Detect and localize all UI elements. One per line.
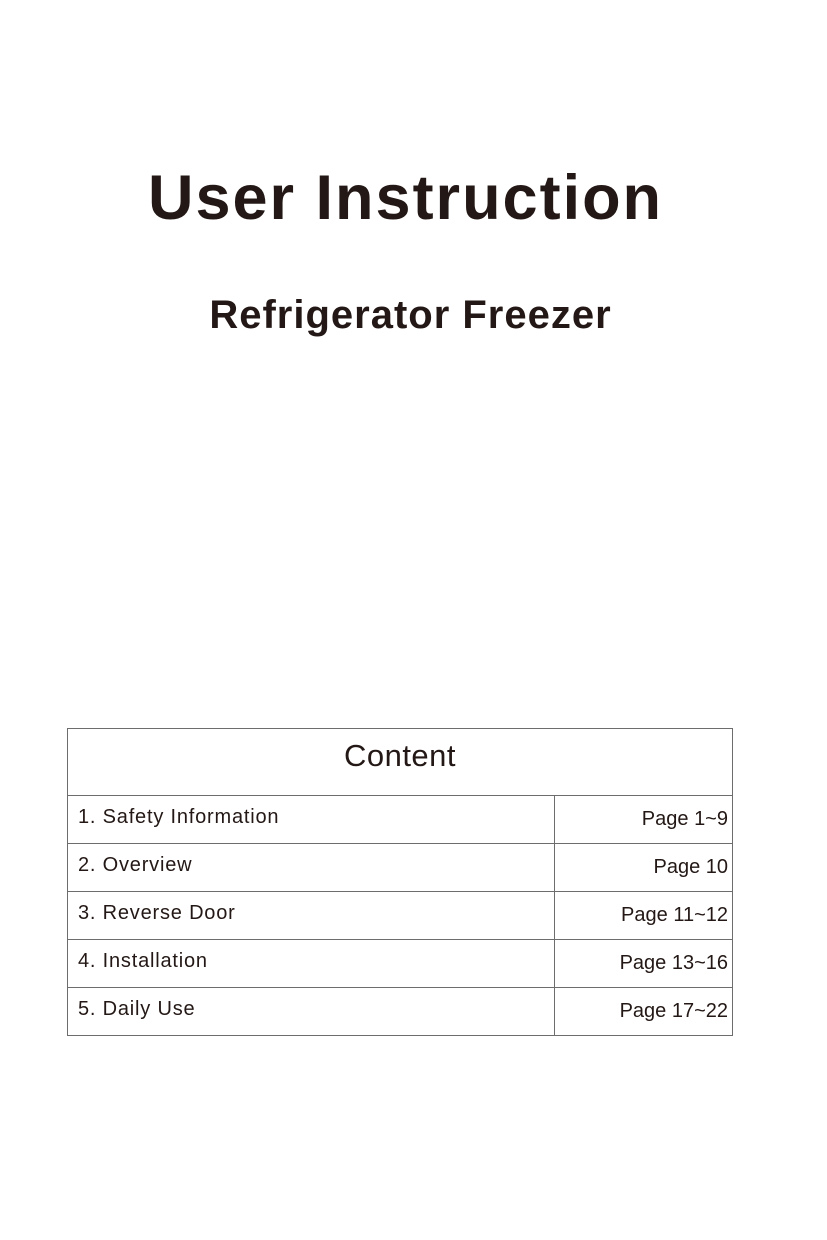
- toc-row: [68, 844, 732, 892]
- document-subtitle: Refrigerator Freezer: [209, 293, 612, 337]
- toc-heading: Content: [68, 729, 732, 796]
- toc-item-pages: Page 10: [653, 856, 728, 878]
- toc-row: [68, 940, 732, 988]
- toc-item-pages: Page 17~22: [619, 1000, 728, 1022]
- toc-row: [68, 988, 732, 1035]
- document-title: User Instruction: [147, 163, 664, 233]
- toc-row: [68, 892, 732, 940]
- toc-item-label: 3. Reverse Door: [68, 892, 555, 939]
- toc-item-label: 2. Overview: [68, 844, 555, 891]
- toc-item-label: 5. Daily Use: [68, 988, 555, 1035]
- toc-item-pages: Page 13~16: [619, 952, 728, 974]
- table-of-contents: [67, 728, 733, 1036]
- toc-item-label: 1. Safety Information: [68, 796, 555, 843]
- toc-row: [68, 796, 732, 844]
- toc-item-label: 4. Installation: [68, 940, 555, 987]
- toc-item-pages: Page 11~12: [621, 904, 728, 926]
- toc-item-pages: Page 1~9: [641, 808, 728, 830]
